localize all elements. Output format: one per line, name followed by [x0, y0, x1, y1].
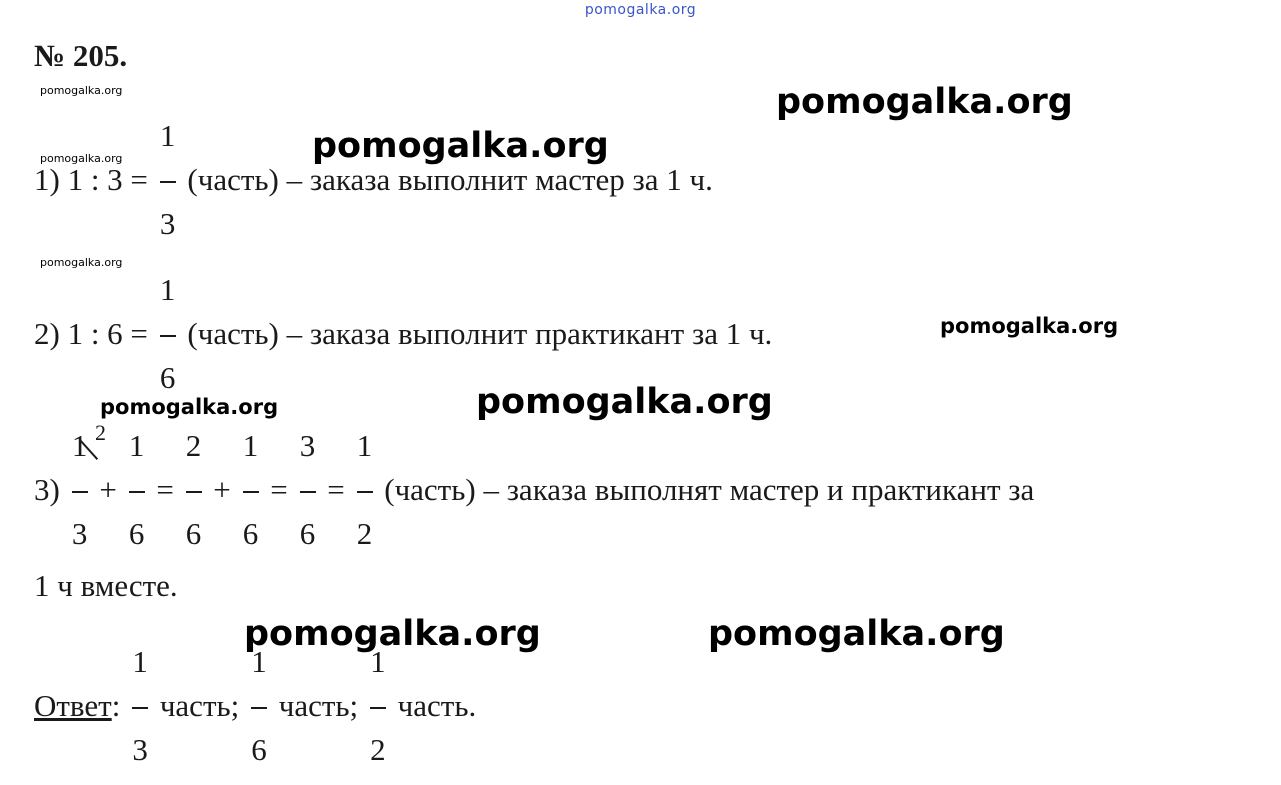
answer-word: часть;	[278, 688, 359, 723]
watermark: pomogalka.org	[476, 382, 773, 422]
fraction-numerator: 1	[251, 644, 267, 679]
fraction	[182, 428, 206, 551]
fraction-bar	[186, 491, 202, 493]
fraction-bar	[132, 707, 148, 709]
step-2-prefix: 2) 1 : 6 =	[34, 316, 148, 351]
operator: =	[327, 472, 345, 507]
fraction-denominator: 3	[159, 206, 176, 241]
fraction	[125, 428, 149, 551]
fraction	[156, 272, 180, 395]
fraction-numerator: 1	[159, 272, 176, 307]
fraction-numerator: 2	[185, 428, 202, 463]
step-3	[34, 428, 1035, 551]
fraction	[353, 428, 377, 551]
fraction-numerator: 1	[132, 644, 148, 679]
fraction-bar	[160, 181, 176, 183]
fraction-bar	[300, 491, 316, 493]
extra-factor: 2	[95, 420, 106, 445]
fraction-bar	[243, 491, 259, 493]
fraction-bar	[357, 491, 373, 493]
fraction	[366, 644, 390, 767]
fraction-numerator: 1	[128, 428, 145, 463]
step-3-prefix: 3)	[34, 472, 60, 507]
operator: =	[156, 472, 174, 507]
fraction-bar	[160, 335, 176, 337]
operator: =	[270, 472, 288, 507]
fraction-numerator: 1	[242, 428, 259, 463]
step-3-suffix: (часть) – заказа выполнят мастер и практикант за	[384, 472, 1035, 507]
fraction-denominator: 3	[132, 732, 148, 767]
fraction-denominator: 3	[71, 516, 88, 551]
watermark: pomogalka.org	[40, 152, 123, 165]
fraction	[247, 644, 271, 767]
fraction-denominator: 6	[299, 516, 316, 551]
answer	[34, 644, 477, 767]
answer-colon: :	[111, 688, 121, 723]
fraction-bar	[72, 491, 88, 493]
problem-title: № 205.	[34, 38, 128, 73]
watermark: pomogalka.org	[40, 256, 123, 269]
step-2-suffix: (часть) – заказа выполнит практикант за 1 ч.	[187, 316, 773, 351]
fraction	[68, 428, 92, 551]
fraction-denominator: 6	[159, 360, 176, 395]
fraction	[128, 644, 152, 767]
watermark: pomogalka.org	[244, 614, 541, 654]
fraction-numerator: 1	[356, 428, 373, 463]
watermark: pomogalka.org	[40, 84, 123, 97]
fraction-denominator: 2	[370, 732, 386, 767]
step-2	[34, 272, 773, 395]
fraction-numerator: 1	[159, 118, 176, 153]
fraction	[239, 428, 263, 551]
step-1-prefix: 1) 1 : 3 =	[34, 162, 148, 197]
fraction-bar	[129, 491, 145, 493]
fraction-numerator: 3	[299, 428, 316, 463]
fraction-denominator: 2	[356, 516, 373, 551]
step-1-suffix: (часть) – заказа выполнит мастер за 1 ч.	[187, 162, 713, 197]
fraction-numerator: 1	[370, 644, 386, 679]
site-header[interactable]: pomogalka.org	[584, 2, 697, 18]
watermark: pomogalka.org	[940, 314, 1119, 338]
fraction-denominator: 6	[251, 732, 267, 767]
fraction-bar	[251, 707, 267, 709]
fraction-denominator: 6	[128, 516, 145, 551]
answer-word: часть;	[159, 688, 240, 723]
answer-word: часть.	[397, 688, 477, 723]
operator: +	[213, 472, 231, 507]
operator: +	[99, 472, 117, 507]
fraction-denominator: 6	[242, 516, 259, 551]
fraction-denominator: 6	[185, 516, 202, 551]
fraction	[156, 118, 180, 241]
answer-label: Ответ	[34, 688, 112, 723]
fraction	[296, 428, 320, 551]
watermark: pomogalka.org	[708, 614, 1005, 654]
fraction-numerator: 1	[71, 428, 88, 463]
fraction-bar	[370, 707, 386, 709]
step-3-continuation: 1 ч вместе.	[34, 568, 178, 603]
watermark: pomogalka.org	[100, 395, 279, 419]
watermark: pomogalka.org	[776, 82, 1073, 122]
watermark: pomogalka.org	[312, 126, 609, 166]
